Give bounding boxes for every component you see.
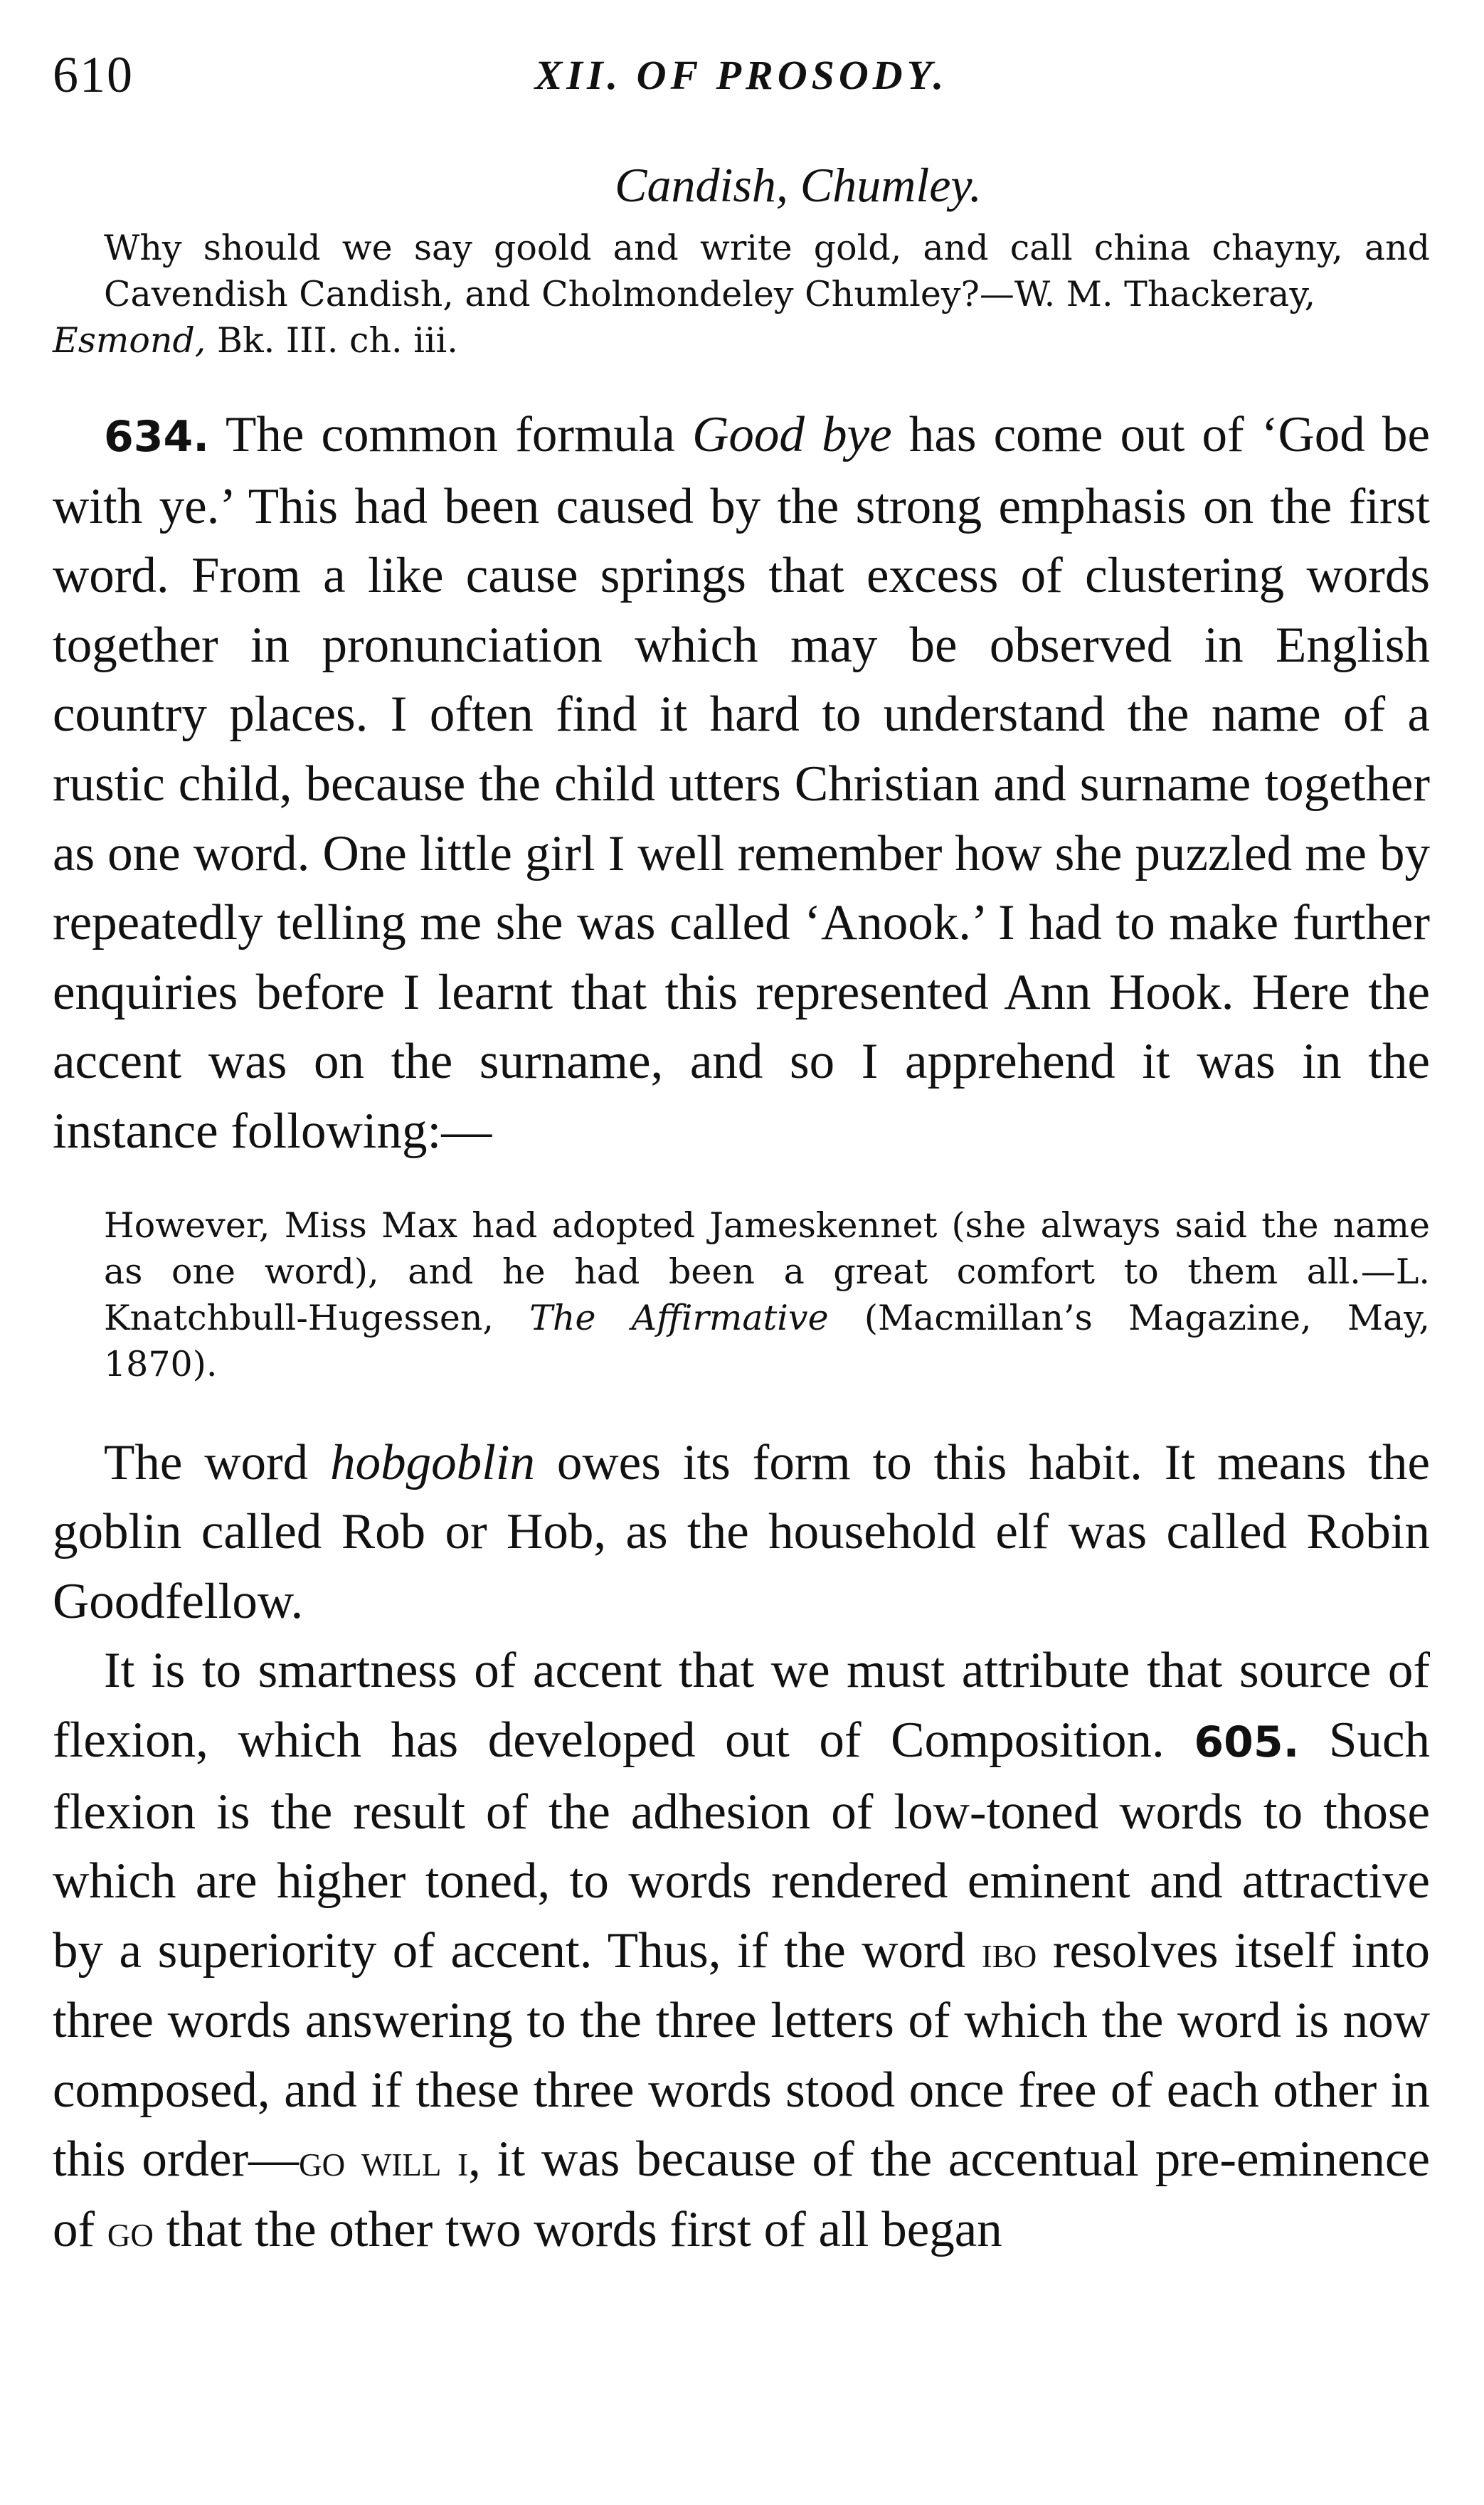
quote-text: However, Miss Max had adopted Jameskennet (she always said the name as one word), and he had been a great comfort to them all.—L. Knatchbull-Hugessen,	[104, 1204, 1430, 1338]
book-page	[53, 43, 1430, 2266]
small-caps-word: go	[107, 2205, 154, 2257]
block-quote-thackeray	[53, 225, 1430, 317]
block-quote-hugessen	[53, 1202, 1430, 1387]
paragraph-text: Such flexion is the result of the adhesion of low-toned words to those which are higher toned, to words rendered eminent and attractive by a superiority of accent. Thus, if the word	[53, 1712, 1431, 1979]
paragraph-text: resolves itself into three words answering to the three letters of which the word is now composed, and if these three words stood once free of each other in this order—	[53, 1922, 1430, 2188]
citation-year: 1870).	[104, 1343, 218, 1384]
small-caps-word: ibo	[981, 1926, 1037, 1977]
paragraph-605	[53, 1636, 1430, 2265]
citation-reference: Bk. III. ch. iii.	[206, 320, 458, 361]
page-number: 610	[53, 46, 134, 103]
quote-citation	[53, 317, 1430, 364]
quote-text: (Macmillan’s Magazine, May,	[828, 1297, 1430, 1338]
citation-title: The Affirmative	[529, 1297, 829, 1338]
paragraph-634	[53, 401, 1430, 1167]
section-number: 634.	[104, 412, 210, 462]
emphasis-term: hobgoblin	[330, 1434, 536, 1490]
paragraph-text: , it was because of the accentual pre-eminence of	[53, 2131, 1430, 2258]
paragraph-text: It is to smartness of accent that we must attribute that source of flexion, which has developed out of Composition.	[53, 1643, 1430, 1768]
section-heading: Candish, Chumley.	[615, 158, 982, 212]
paragraph-text: that the other two words first of all began	[153, 2202, 1002, 2258]
paragraph-text: owes its form to this habit. It means the goblin called Rob or Hob, as the household elf was called Robin Goodfellow.	[53, 1434, 1430, 1629]
citation-title: Esmond,	[53, 320, 206, 361]
paragraph-text: has come out of ‘God be with ye.’ This had been caused by the strong emphasis on the first word. From a like cause springs that excess of clustering words together in pronunciation which may be observed in English country places. I often find it hard to understand the name of a rustic child, because the child utters Christian and surname together as one word. One little girl I well remember how she puzzled me by repeatedly telling me she was called ‘Anook.’ I had to make further enquiries before I learnt that this represented Ann Hook. Here the accent was on the surname, and so I apprehend it was in the instance following:—	[53, 407, 1430, 1159]
running-head	[53, 43, 1430, 121]
small-caps-word: go	[299, 2135, 346, 2186]
paragraph-text: The word	[104, 1434, 331, 1490]
paragraph-text: The common formula	[209, 407, 693, 462]
paragraph-hobgoblin	[53, 1429, 1430, 1637]
small-caps-word: i	[457, 2135, 469, 2186]
small-caps-word: will	[361, 2135, 442, 2186]
quote-text: Why should we say goold and write gold, and call china chayny, and Cavendish Candish, and Cholmondeley Chumley?—W. M. Thackeray,	[104, 228, 1430, 314]
chapter-title: XII. OF PROSODY.	[534, 52, 948, 98]
emphasis-term: Good bye	[692, 407, 892, 462]
section-number: 605.	[1194, 1717, 1300, 1767]
